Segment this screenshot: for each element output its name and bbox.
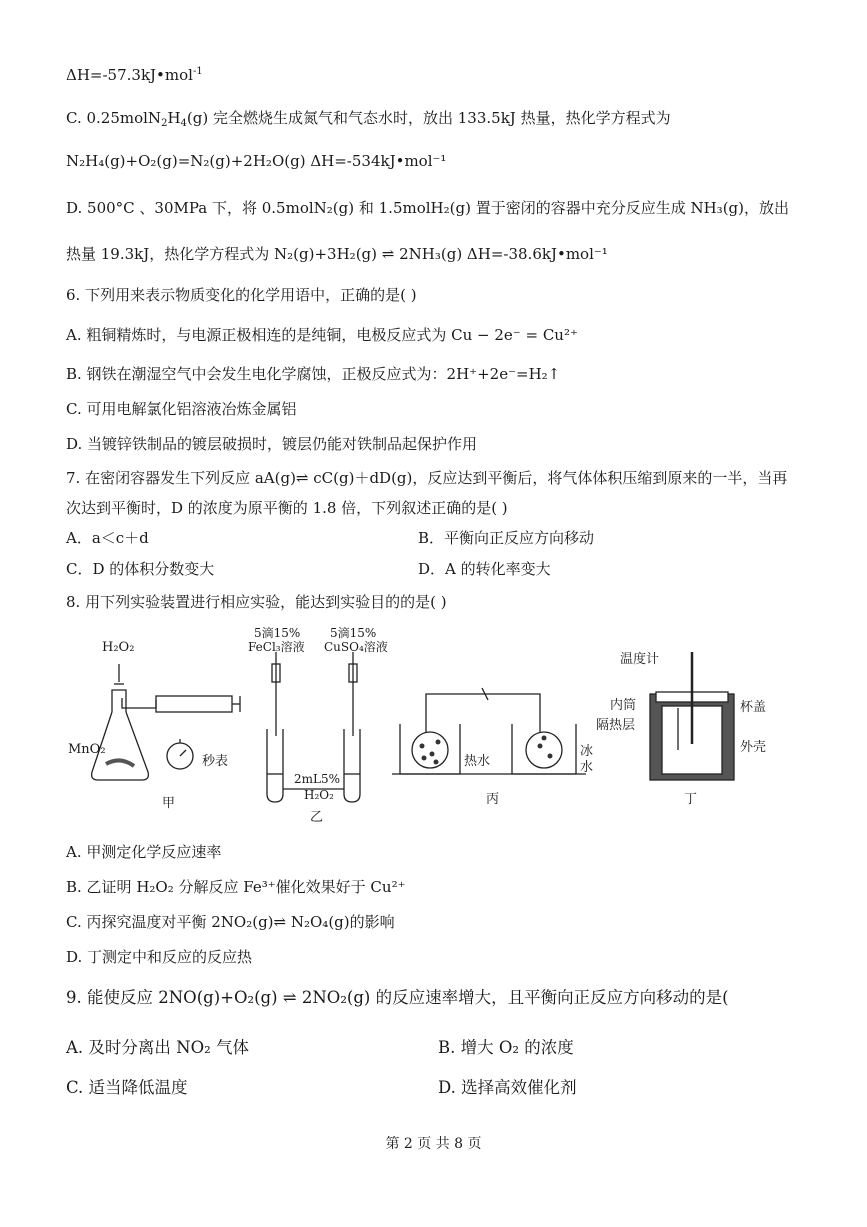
question-9-option-a: A. 及时分离出 NO₂ 气体 (66, 1038, 249, 1057)
caption-yi: 乙 (310, 810, 324, 825)
question-8-option-a: A. 甲测定化学反应速率 (66, 843, 222, 861)
experiment-figure (62, 624, 822, 829)
question-9: 9. 能使反应 2NO(g)+O₂(g) ⇌ 2NO₂(g) 的反应速率增大，且平衡向正反应方向移动的是( (66, 988, 729, 1007)
label-left-top2: FeCl₃溶液 (248, 640, 305, 654)
question-6: 6. 下列用来表示物质变化的化学用语中，正确的是( ) (66, 286, 417, 304)
question-7-option-d: D．A 的转化率变大 (418, 560, 551, 578)
question-7-cont: 次达到平衡时，D 的浓度为原平衡的 1.8 倍，下列叙述正确的是( ) (66, 499, 508, 517)
question-7-option-b: B．平衡向正反应方向移动 (418, 529, 595, 547)
syringe-barrel (156, 696, 232, 712)
question-6-option-b: B. 钢铁在潮湿空气中会发生电化学腐蚀，正极反应式为：2H⁺+2e⁻=H₂↑ (66, 365, 561, 383)
label-thermometer: 温度计 (620, 652, 660, 667)
label-h2o2-amount: 2mL5% (294, 772, 341, 786)
caption-bing: 丙 (486, 792, 500, 807)
question-8-option-b: B. 乙证明 H₂O₂ 分解反应 Fe³⁺催化效果好于 Cu²⁺ (66, 878, 406, 896)
label-h2o2: H₂O₂ (102, 640, 135, 655)
option-c-equation: N₂H₄(g)+O₂(g)=N₂(g)+2H₂O(g) ΔH=-534kJ•mol⁻¹ (66, 152, 447, 170)
question-8: 8. 用下列实验装置进行相应实验，能达到实验目的的是( ) (66, 593, 447, 611)
label-hot-water: 热水 (464, 754, 491, 769)
tube-right (344, 729, 360, 802)
question-8-option-c: C. 丙探究温度对平衡 2NO₂(g)⇌ N₂O₄(g)的影响 (66, 913, 395, 931)
flask-hot (412, 732, 448, 768)
question-7-option-c: C．D 的体积分数变大 (66, 560, 215, 578)
question-6-option-c: C. 可用电解氯化铝溶液冶炼金属铝 (66, 400, 297, 418)
label-inner: 内筒 (610, 698, 637, 713)
page-footer: 第 2 页 共 8 页 (385, 1136, 482, 1152)
question-9-option-d: D. 选择高效催化剂 (438, 1078, 577, 1097)
label-h2o2-yi: H₂O₂ (304, 788, 334, 802)
tube-left (267, 729, 283, 802)
option-c-text: C. $0.25molN_2H_4(g)$ 完全燃烧生成氮气和气态水时，放出 133.5kJ 热量，热化学方程式为 (66, 109, 671, 129)
connecting-tube (426, 694, 540, 732)
label-left-top1: 5滴15% (254, 626, 301, 640)
question-7: 7. 在密闭容器发生下列反应 aA(g)⇌ cC(g)＋dD(g)，反应达到平衡后，将气体体积压缩到原来的一半，当再 (66, 469, 788, 487)
label-insulation: 隔热层 (596, 718, 636, 733)
question-6-option-a: A. 粗铜精炼时，与电源正极相连的是纯铜，电极反应式为 Cu − 2e⁻ = Cu²⁺ (66, 326, 578, 344)
question-7-option-a: A．a＜c＋d (66, 529, 149, 547)
label-right-top1: 5滴15% (330, 626, 377, 640)
flask-neck (112, 690, 126, 712)
question-6-option-d: D. 当镀锌铁制品的镀层破损时，镀层仍能对铁制品起保护作用 (66, 435, 478, 453)
label-lid: 杯盖 (740, 700, 767, 715)
caption-ding: 丁 (684, 792, 698, 807)
option-d-text: D. 500°C 、30MPa 下，将 0.5molN₂(g) 和 1.5molH₂(g) 置于密闭的容器中充分反应生成 NH₃(g)，放出 (66, 199, 790, 217)
label-mno2: MnO₂ (68, 742, 106, 757)
label-water: 水 (580, 760, 594, 775)
option-d-equation: 热量 19.3kJ，热化学方程式为 N₂(g)+3H₂(g) ⇌ 2NH₃(g) ΔH=-38.6kJ•mol⁻¹ (66, 245, 608, 263)
line-delta-h: ΔH=-57.3kJ•mol$^{-1}$ (66, 66, 203, 84)
question-9-option-b: B. 增大 O₂ 的浓度 (438, 1038, 574, 1057)
apparatus-drawing (62, 624, 822, 829)
caption-jia: 甲 (162, 796, 176, 811)
question-9-option-c: C. 适当降低温度 (66, 1078, 188, 1097)
label-shell: 外壳 (740, 740, 767, 755)
label-ice: 冰 (580, 744, 594, 759)
label-right-top2: CuSO₄溶液 (324, 640, 388, 654)
label-stopwatch: 秒表 (202, 754, 229, 769)
question-8-option-d: D. 丁测定中和反应的反应热 (66, 948, 253, 966)
